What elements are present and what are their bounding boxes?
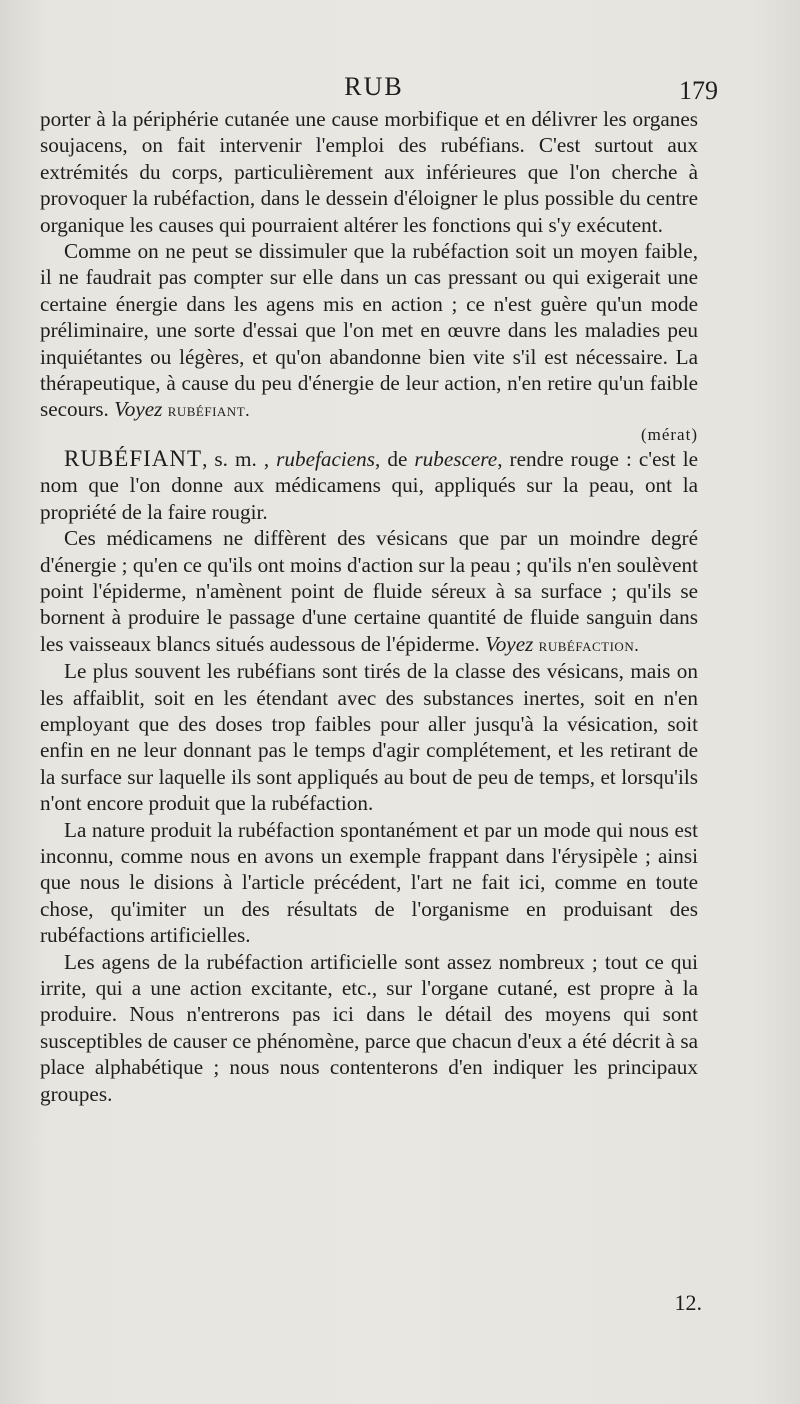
paragraph	[40, 658, 698, 816]
page-number: 179	[679, 76, 718, 105]
headword: RUBÉFIANT	[64, 445, 203, 471]
etymology-sep: , de	[375, 446, 408, 471]
etymology-term: rubescere	[414, 446, 498, 471]
paragraph	[40, 949, 698, 1107]
grammar-note: , s. m. ,	[202, 446, 270, 471]
paragraph	[40, 817, 698, 949]
page-header	[40, 72, 718, 108]
latin-term: rubefaciens	[276, 446, 376, 471]
paragraph	[40, 106, 698, 238]
paragraph-text: Les agens de la rubéfaction artificielle sont assez nombreux ; tout ce qui irrite, qui a une action excitante, etc., sur l'organe cutané, est propre à la produire. Nous n'entrerons pas ici dans le détail des moyens qui sont susceptibles de causer ce phénomène, parce que chacun d'eux a été décrit à sa place alphabétique ; nous nous contenterons d'en indiquer les principaux groupes.	[40, 949, 698, 1106]
running-head: RUB	[344, 72, 404, 101]
page-body	[40, 106, 698, 1107]
cross-reference: rubéfiant.	[167, 400, 251, 421]
see-reference: Voyez	[114, 397, 163, 422]
paragraph-text: La nature produit la rubéfaction spontanément et par un mode qui nous est inconnu, comme nous en avons un exemple frappant dans l'érysipèle ; ainsi que nous le disions à l'article précédent, l'art ne fait ici, comme en toute chose, qu'imiter un des résultats de l'organisme en produisant des rubéfactions artificielles.	[40, 817, 698, 948]
paragraph	[40, 525, 698, 658]
paragraph-text: porter à la périphérie cutanée une cause morbifique et en délivrer les organes soujacens, on fait intervenir l'emploi des rubéfians. C'est surtout aux extrémités du corps, particulièrement aux inférieures que l'on cherche à provoquer la rubéfaction, dans le dessein d'éloigner le plus possible du centre organique les causes qui pourraient altérer les fonctions qui s'y exécutent.	[40, 107, 698, 237]
paragraph-text: Le plus souvent les rubéfians sont tirés de la classe des vésicans, mais on les affaiblit, soit en les étendant avec des substances inertes, soit en n'en employant que des doses trop faibles pour aller jusqu'à la vésication, soit enfin en ne leur donnant pas le temps d'agir complétement, et les retirant de la surface sur laquelle ils sont appliqués au bout de peu de temps, et lorsqu'ils n'ont encore produit que la rubéfaction.	[40, 659, 698, 816]
cross-reference: rubéfaction.	[538, 634, 640, 655]
paragraph-text: Ces médicamens ne diffèrent des vésicans que par un moindre degré d'énergie ; qu'en ce qu'ils ont moins d'action sur la peau ; qu'ils n'en soulèvent point l'épiderme, n'amènent point de fluide séreux à sa surface ; qu'ils se bornent à produire le passage d'une certaine quantité de fluide sanguin dans les vaisseaux blancs situés audessous de l'épiderme.	[40, 526, 699, 656]
paragraph	[40, 238, 698, 424]
see-reference: Voyez	[485, 631, 534, 656]
dictionary-entry	[40, 446, 698, 525]
author-signature: (mérat)	[640, 424, 698, 444]
signature-mark: 12.	[674, 1290, 702, 1315]
paragraph-text: Comme on ne peut se dissimuler que la rubéfaction soit un moyen faible, il ne faudrait pas compter sur elle dans un cas pressant ou qui exigerait une certaine énergie dans les agens mis en action ; ce n'est guère qu'un mode préliminaire, une sorte d'essai que l'on met en œuvre dans les maladies peu inquiétantes ou légères, et qu'on abandonne bien vite s'il est nécessaire. La thérapeutique, à cause du peu d'énergie de leur action, n'en retire qu'un faible secours.	[40, 239, 698, 422]
definition-text: , rendre rouge : c'est le nom que l'on donne aux médicamens qui, appliqués sur la peau, ont la propriété de la faire rougir.	[40, 446, 698, 524]
